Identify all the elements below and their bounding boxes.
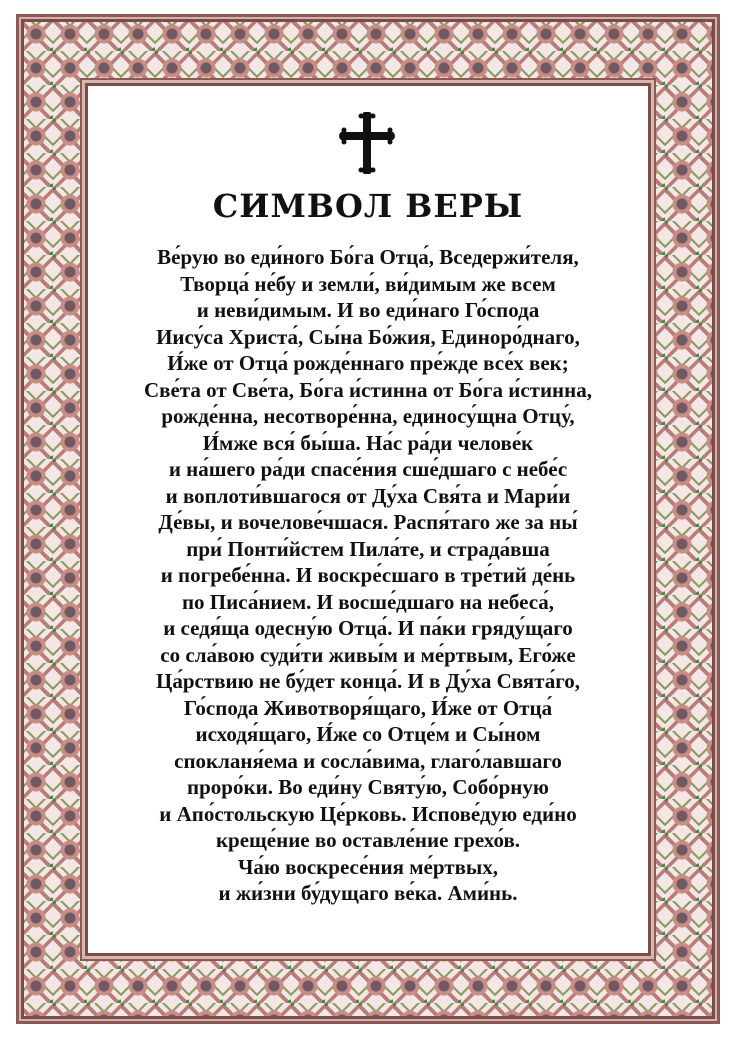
prayer-line: И́же от Отца́ рожде́ннаго пре́жде все́х век; [167, 351, 569, 375]
prayer-line: проро́ки. Во еди́ну Святу́ю, Собо́рную [187, 775, 549, 799]
prayer-line: и седя́ща одесну́ю Отца́. И па́ки гряду́щаго [163, 616, 573, 640]
prayer-line: Ча́ю воскресе́ния ме́ртвых, [237, 854, 499, 879]
prayer-line: Све́та от Све́та, Бо́га и́стинна от Бо́га и́стинна, [143, 377, 593, 402]
prayer-text [95, 244, 641, 907]
prayer-line: Ве́рую во еди́ного Бо́га Отца́, Вседержи́теля, [157, 245, 579, 269]
prayer-line: при́ Понти́йстем Пила́те, и страда́вша [186, 536, 550, 561]
prayer-line: со сла́вою суди́ти живы́м и ме́ртвым, Его́же [160, 642, 576, 667]
prayer-line: И́мже вся́ бы́ша. На́с ра́ди челове́к [202, 430, 534, 455]
document-title: СИМВОЛ ВЕРЫ [212, 187, 524, 225]
prayer-line: и воплоти́вшагося от Ду́ха Свя́та и Мари́и [165, 483, 571, 508]
orthodox-cross-icon [339, 112, 395, 174]
prayer-line: спокланя́ема и сосла́вима, глаго́лавшаго [174, 748, 562, 773]
prayer-line: и неви́димым. И во еди́наго Го́спода [196, 298, 540, 322]
prayer-line: Го́спода Животворя́щаго, И́же от Отца́ [183, 695, 553, 720]
prayer-line: Творца́ не́бу и земли́, ви́димым же всем [180, 271, 556, 296]
prayer-line: Ца́рствию не бу́дет конца́. И в Ду́ха Свята́го, [156, 669, 580, 693]
prayer-line: и на́шего ра́ди спасе́ния сше́дшаго с небе́с [168, 457, 568, 481]
prayer-line: и Апо́стольскую Це́рковь. Испове́дую еди́но [159, 801, 577, 826]
prayer-line: рожде́нна, несотворе́нна, единосу́щна Отцу́, [161, 404, 575, 428]
prayer-line: креще́ние во оставле́ние грехо́в. [215, 828, 521, 852]
prayer-line: Де́вы, и вочелове́чшася. Распя́таго же за ны́ [158, 510, 578, 534]
prayer-line: Иису́са Христа́, Сы́на Бо́жия, Единоро́днаго, [156, 324, 580, 349]
prayer-line: и погребе́нна. И воскре́сшаго в тре́тий де́нь [160, 563, 576, 587]
prayer-line: и жи́зни бу́дущаго ве́ка. Ами́нь. [218, 881, 518, 905]
prayer-line: исходя́щаго, И́же со Отце́м и Сы́ном [195, 722, 541, 746]
prayer-line: по Писа́нием. И восше́дшаго на небеса́, [181, 589, 555, 614]
